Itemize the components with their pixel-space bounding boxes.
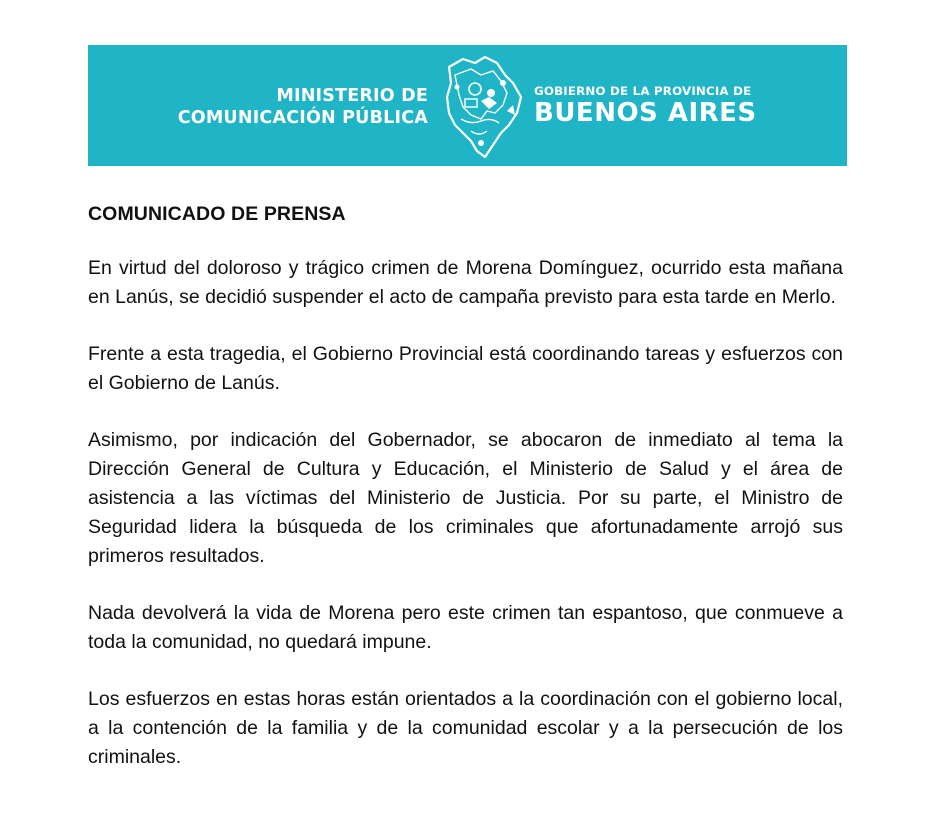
paragraph-5: Los esfuerzos en estas horas están orientados a la coordinación con el gobierno local, a la contención de la familia y de la comunidad escolar y a la persecución de los criminales. [88, 688, 843, 768]
paragraph-1: En virtud del doloroso y trágico crimen de Morena Domínguez, ocurrido esta mañana en Lanús, se decidió suspender el acto de campaña previsto para esta tarde en Merlo. [88, 257, 843, 308]
gov-line-2: BUENOS AIRES [534, 98, 757, 128]
ministry-line-2: COMUNICACIÓN PÚBLICA [177, 108, 428, 128]
gov-line-1: GOBIERNO DE LA PROVINCIA DE [534, 84, 752, 98]
paragraph-3: Asimismo, por indicación del Gobernador, se abocaron de inmediato al tema la Dirección General de Cultura y Educación, el Ministerio de Salud y el área de asistencia a las víctimas del Ministerio de Justicia. Por su parte, el Ministro de Seguridad lidera la búsqueda de los criminales que afortunadamente arrojó sus primeros resultados. [88, 429, 843, 567]
paragraph-2: Frente a esta tragedia, el Gobierno Provincial está coordinando tareas y esfuerzos con el Gobierno de Lanús. [88, 343, 843, 394]
ministry-line-1: MINISTERIO DE [276, 86, 428, 106]
province-map-emblem-icon [441, 53, 527, 161]
government-name [534, 84, 757, 128]
paragraph-4: Nada devolverá la vida de Morena pero este crimen tan espantoso, que conmueve a toda la comunidad, no quedará impune. [88, 602, 843, 653]
header-banner [88, 45, 847, 166]
document-title: COMUNICADO DE PRENSA [88, 203, 346, 225]
ministry-name [178, 85, 428, 129]
press-release-body [88, 201, 843, 800]
